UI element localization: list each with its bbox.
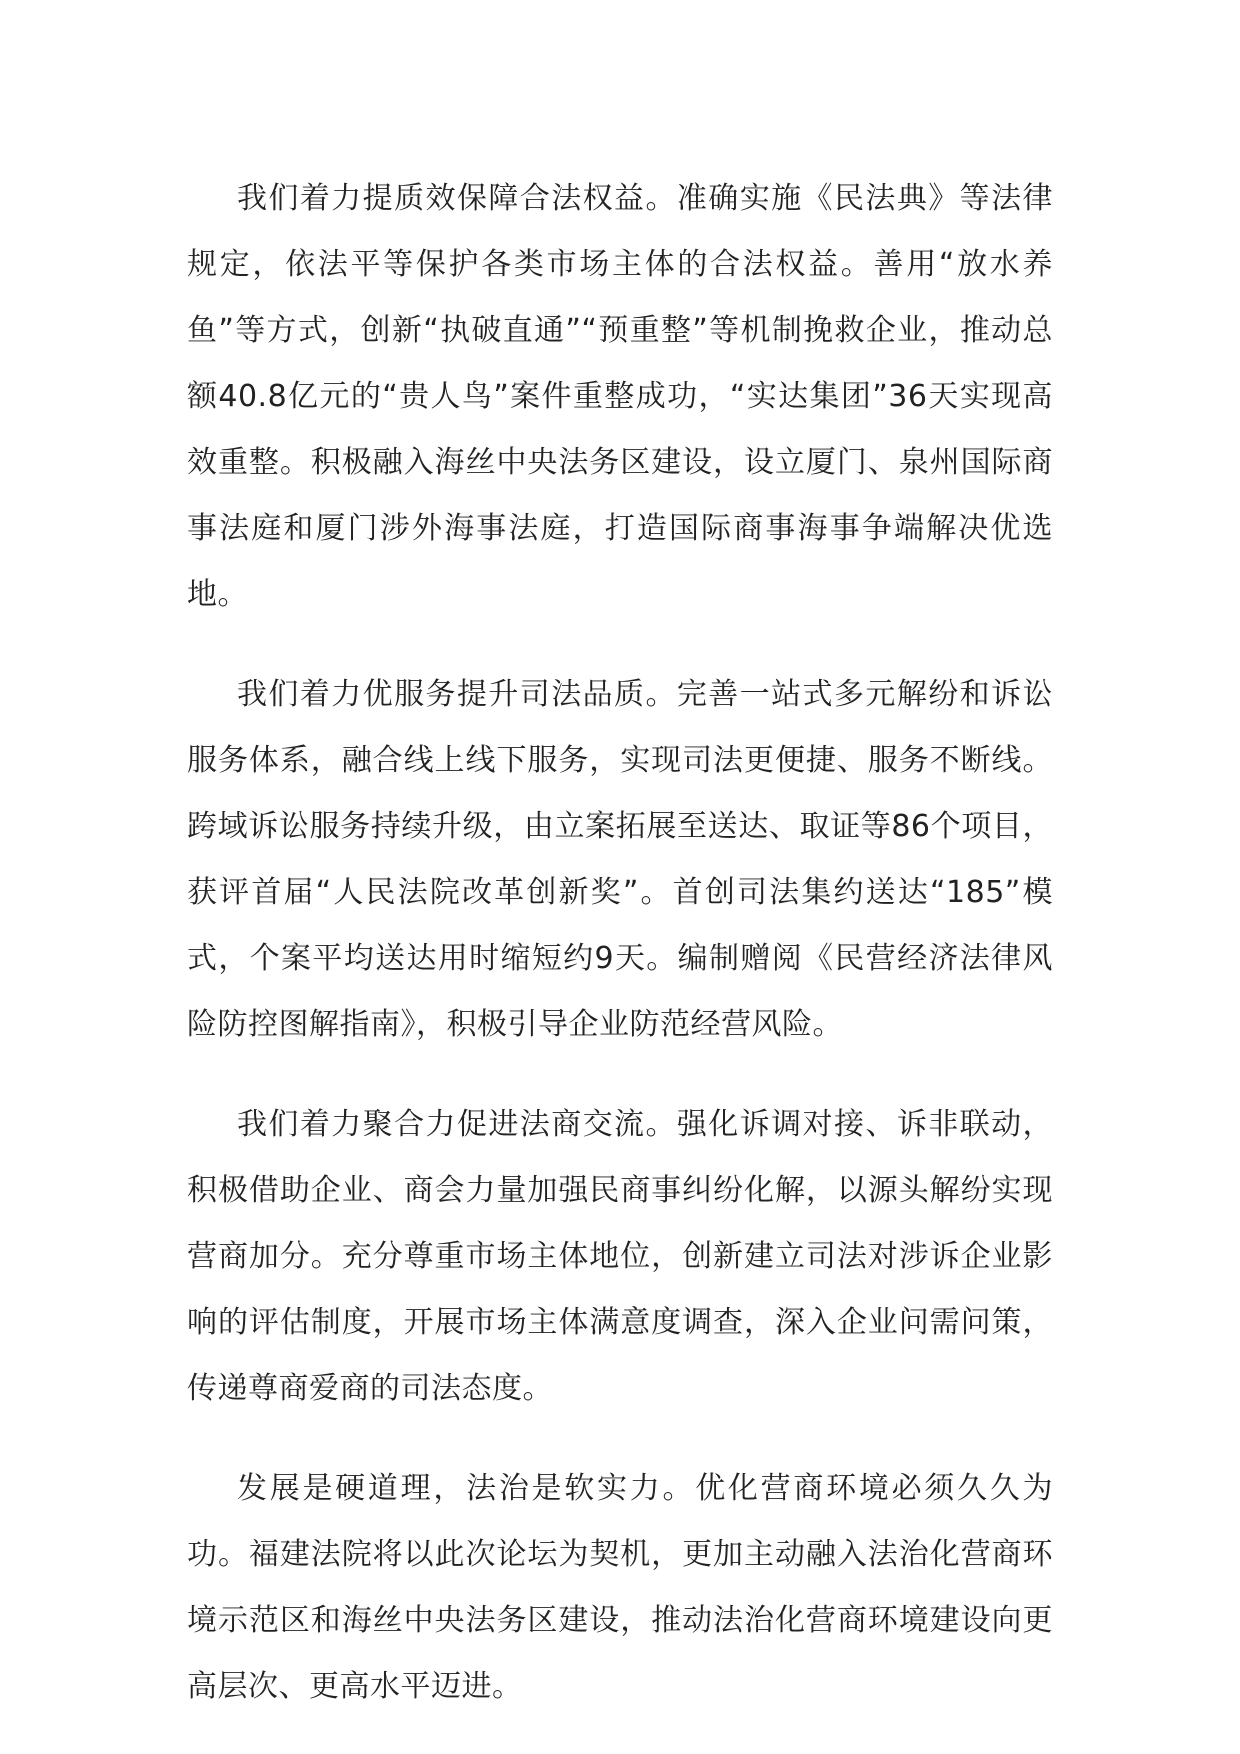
paragraph-judicial-service: 我们着力优服务提升司法品质。完善一站式多元解纷和诉讼服务体系，融合线上线下服务，实现司法更便捷、服务不断线。跨域诉讼服务持续升级，由立案拓展至送达、取证等86个项目，获评首届“人民法院改革创新奖”。首创司法集约送达“185”模式，个案平均送达用时缩短约9天。编制赠阅《民营经济法律风险防控图解指南》，积极引导企业防范经营风险。 (187, 677, 1053, 1042)
paragraph-law-business-exchange: 我们着力聚合力促进法商交流。强化诉调对接、诉非联动，积极借助企业、商会力量加强民商事纠纷化解，以源头解纷实现营商加分。充分尊重市场主体地位，创新建立司法对涉诉企业影响的评估制度，开展市场主体满意度调查，深入企业问需问策，传递尊商爱商的司法态度。 (187, 1107, 1053, 1406)
paragraph-legal-rights: 我们着力提质效保障合法权益。准确实施《民法典》等法律规定，依法平等保护各类市场主体的合法权益。善用“放水养鱼”等方式，创新“执破直通”“预重整”等机制挽救企业，推动总额40.8亿元的“贵人鸟”案件重整成功，“实达集团”36天实现高效重整。积极融入海丝中央法务区建设，设立厦门、泉州国际商事法庭和厦门涉外海事法庭，打造国际商事海事争端解决优选地。 (187, 181, 1053, 612)
paragraph-conclusion: 发展是硬道理，法治是软实力。优化营商环境必须久久为功。福建法院将以此次论坛为契机，更加主动融入法治化营商环境示范区和海丝中央法务区建设，推动法治化营商环境建设向更高层次、更高水平迈进。 (187, 1471, 1053, 1704)
document-body (187, 166, 1053, 1754)
